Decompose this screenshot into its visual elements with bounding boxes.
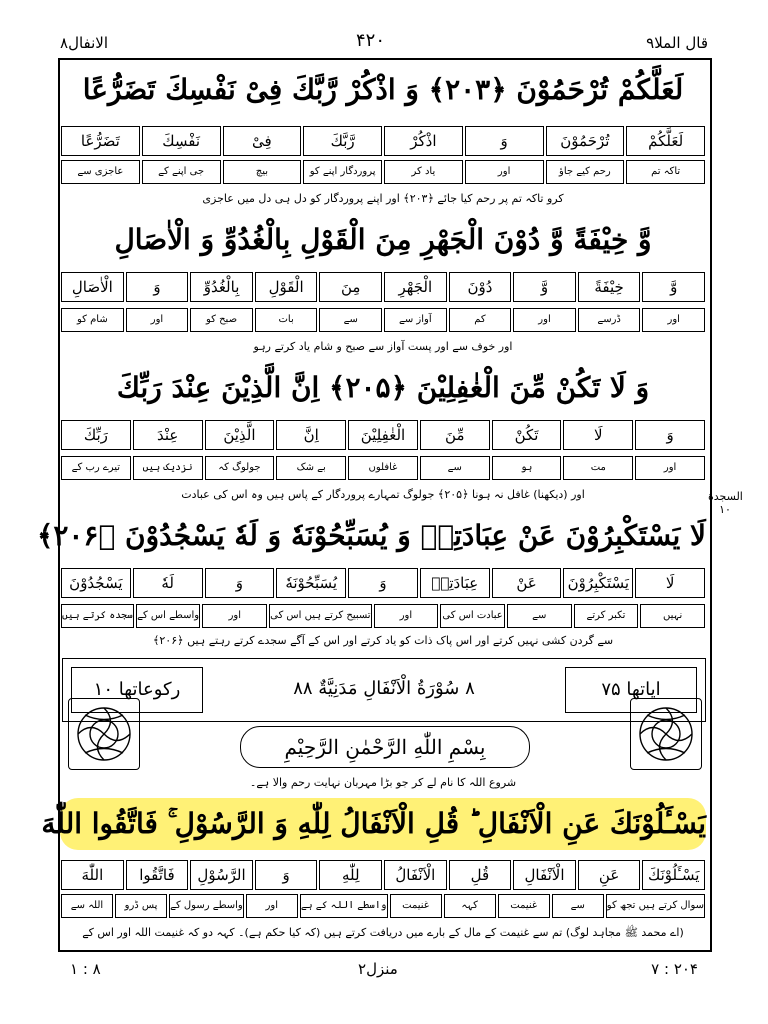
word-cell: الْاَنْفَالُ — [384, 860, 447, 890]
word-cell: تَكُنْ — [492, 420, 562, 450]
meaning-cell: تیرے رب کے — [61, 456, 131, 480]
word-cell: یَسْـَٔلُوْنَكَ — [642, 860, 705, 890]
meaning-cell: کم — [449, 308, 512, 332]
meaning-row-2 — [60, 308, 706, 332]
meaning-cell: تاکہ تم — [626, 160, 705, 184]
word-cell: لَعَلَّكُمْ — [626, 126, 705, 156]
meaning-cell: ہو — [492, 456, 562, 480]
word-cell: اِنَّ — [276, 420, 346, 450]
meaning-cell: سے — [319, 308, 382, 332]
meaning-cell: اور — [246, 894, 298, 918]
page-footer-right: ۷ : ۲۰۴ — [651, 960, 698, 978]
meaning-cell: آواز سے — [384, 308, 447, 332]
word-cell: فِیْ — [223, 126, 302, 156]
page-header-right: قال الملا۹ — [646, 34, 708, 52]
word-cell: الَّذِیْنَ — [205, 420, 275, 450]
word-row-4 — [60, 568, 706, 598]
word-cell: وَ — [255, 860, 318, 890]
meaning-row-3 — [60, 456, 706, 480]
meaning-cell: بات — [255, 308, 318, 332]
word-cell: وَ — [635, 420, 705, 450]
word-cell: الْجَهْرِ — [384, 272, 447, 302]
meaning-cell: بیچ — [223, 160, 302, 184]
word-cell: دُوْنَ — [449, 272, 512, 302]
ornament-left — [68, 698, 140, 770]
word-cell: یَسْجُدُوْنَ — [61, 568, 131, 598]
surah-name: ۸ سُوْرَةُ الْاَنْفَالِ مَدَنِیَّةٌ ۸۸ — [293, 678, 475, 699]
meaning-cell: عاجزی سے — [61, 160, 140, 184]
word-cell: یُسَبِّحُوْنَهٗ — [276, 568, 346, 598]
word-cell: الْقَوْلِ — [255, 272, 318, 302]
word-cell: یَسْتَكْبِرُوْنَ — [563, 568, 633, 598]
word-cell: تُرْحَمُوْنَ — [546, 126, 625, 156]
meaning-cell: تکبر کرتے — [574, 604, 639, 628]
meaning-cell: غافلوں — [348, 456, 418, 480]
meaning-cell: جی اپنے کے — [142, 160, 221, 184]
word-cell: فَاتَّقُوا — [126, 860, 189, 890]
ayah-line-1: لَعَلَّكُمْ تُرْحَمُوْنَ ﴿۲۰۳﴾ وَ اذْكُرْ رَّبَّكَ فِیْ نَفْسِكَ تَضَرُّعًا — [82, 73, 684, 106]
ornament-right — [630, 698, 702, 770]
translation-line-3: اور (دیکھنا) غافل نہ ہونا ﴿۲۰۵﴾ جولوگ تمہارے پروردگار کے پاس ہیں وہ اس کی عبادت — [181, 488, 585, 501]
word-cell: الْغٰفِلِیْنَ — [348, 420, 418, 450]
meaning-cell: پروردگار اپنے کو — [303, 160, 382, 184]
word-cell: وَ — [126, 272, 189, 302]
meaning-cell: واسطے اس کے — [136, 604, 201, 628]
word-cell: عِنْدَ — [133, 420, 203, 450]
word-cell: اللّٰهَ — [61, 860, 124, 890]
word-cell: الْاَنْفَالِ — [513, 860, 576, 890]
ayah-line-4: لَا یَسْتَكْبِرُوْنَ عَنْ عِبَادَتِهٖ وَ یُسَبِّحُوْنَهٗ وَ لَهٗ یَسْجُدُوْنَ ﴿۲۰۶﴾ — [36, 519, 706, 552]
meaning-cell: سے — [420, 456, 490, 480]
meaning-cell: نہیں — [640, 604, 705, 628]
meaning-cell: جولوگ کہ — [205, 456, 275, 480]
bismillah: بِسْمِ اللّٰهِ الرَّحْمٰنِ الرَّحِیْمِ — [240, 726, 530, 768]
meaning-cell: سوال کرتے ہیں تجھ کو — [606, 894, 705, 918]
meaning-cell: واسطے رسول کے — [169, 894, 244, 918]
meaning-cell: تسبیح کرتے ہیں اس کی — [269, 604, 371, 628]
meaning-cell: اللہ سے — [61, 894, 113, 918]
word-row-1 — [60, 126, 706, 156]
meaning-cell: کہہ — [444, 894, 496, 918]
meaning-cell: شام کو — [61, 308, 124, 332]
word-cell: رَبِّكَ — [61, 420, 131, 450]
page-footer-left: ۱ : ۸ — [70, 960, 101, 978]
word-cell: مِّنَ — [420, 420, 490, 450]
meaning-cell: اور — [374, 604, 439, 628]
sajdah-note: السجدة ١٠ — [708, 490, 743, 516]
meaning-cell: پس ڈرو — [115, 894, 167, 918]
word-cell: لَهٗ — [133, 568, 203, 598]
word-cell: لِلّٰهِ — [319, 860, 382, 890]
meaning-cell: غنیمت — [498, 894, 550, 918]
meaning-cell: سجدہ کرتے ہیں — [61, 604, 134, 628]
surah-header — [62, 658, 706, 722]
word-cell: وَّ — [642, 272, 705, 302]
word-cell: وَ — [205, 568, 275, 598]
word-cell: قُلِ — [449, 860, 512, 890]
meaning-cell: اور — [635, 456, 705, 480]
meaning-cell: سے — [507, 604, 572, 628]
ayah-line-highlighted: یَسْـَٔلُوْنَكَ عَنِ الْاَنْفَالِ ؕ قُلِ الْاَنْفَالُ لِلّٰهِ وَ الرَّسُوْلِ ۚ فَاتَّقُوا اللّٰهَ — [60, 798, 706, 850]
meaning-cell: عبادت اس کی — [440, 604, 505, 628]
translation-line-2: اور خوف سے اور پست آواز سے صبح و شام یاد کرتے رہو — [253, 340, 513, 353]
word-cell: تَضَرُّعًا — [61, 126, 140, 156]
ayah-line-2: وَّ خِیْفَةً وَّ دُوْنَ الْجَهْرِ مِنَ الْقَوْلِ بِالْغُدُوِّ وَ الْاٰصَالِ — [114, 223, 652, 256]
word-cell: الرَّسُوْلِ — [190, 860, 253, 890]
word-cell: وَ — [465, 126, 544, 156]
word-cell: الْاٰصَالِ — [61, 272, 124, 302]
translation-line-5: (اے محمد ﷺ مجاہد لوگ) تم سے غنیمت کے مال کے بارے میں دریافت کرتے ہیں (کہ کیا حکم ہے)۔ کہہ دو کہ غنیمت اللہ اور اس کے — [82, 926, 684, 939]
meaning-cell: نزدیک ہیں — [133, 456, 203, 480]
word-cell: اذْكُرْ — [384, 126, 463, 156]
word-cell: لَا — [635, 568, 705, 598]
meaning-cell: صبح کو — [190, 308, 253, 332]
word-cell: بِالْغُدُوِّ — [190, 272, 253, 302]
word-row-2 — [60, 272, 706, 302]
ayah-line-3: وَ لَا تَكُنْ مِّنَ الْغٰفِلِیْنَ ﴿۲۰۵﴾ اِنَّ الَّذِیْنَ عِنْدَ رَبِّكَ — [116, 371, 650, 404]
ruku-count: رکوعاتها ۱۰ — [71, 667, 203, 713]
meaning-cell: اور — [465, 160, 544, 184]
translation-line-4: سے گردن کشی نہیں کرتے اور اس پاک ذات کو یاد کرتے اور اس کے آگے سجدے کرتے رہتے ہیں ﴿۲۰۶﴾ — [152, 634, 614, 647]
word-cell: نَفْسِكَ — [142, 126, 221, 156]
word-cell: لَا — [563, 420, 633, 450]
word-cell: رَّبَّكَ — [303, 126, 382, 156]
translation-line-1: کرو تاکہ تم پر رحم کیا جائے ﴿۲۰۳﴾ اور اپنے پروردگار کو دل ہی دل میں عاجزی — [202, 192, 564, 205]
bismillah-translation: شروع اللہ کا نام لے کر جو بڑا مہربان نہایت رحم والا ہے۔ — [249, 776, 517, 789]
page-number: ۴۲۰ — [356, 30, 386, 51]
meaning-cell: ڈرسے — [578, 308, 641, 332]
meaning-cell: یاد کر — [384, 160, 463, 184]
word-cell: عَنِ — [578, 860, 641, 890]
meaning-cell: غنیمت — [390, 894, 442, 918]
word-cell: عَنْ — [492, 568, 562, 598]
meaning-cell: مت — [563, 456, 633, 480]
meaning-cell: بے شک — [276, 456, 346, 480]
word-cell: وَ — [348, 568, 418, 598]
meaning-cell: سے — [552, 894, 604, 918]
word-cell: وَّ — [513, 272, 576, 302]
meaning-row-1 — [60, 160, 706, 184]
word-row-3 — [60, 420, 706, 450]
word-cell: خِیْفَةً — [578, 272, 641, 302]
word-cell: عِبَادَتِهٖ — [420, 568, 490, 598]
word-row-5 — [60, 860, 706, 890]
ayah-count: ایاتها ۷۵ — [565, 667, 697, 713]
meaning-cell: رحم کیے جاؤ — [546, 160, 625, 184]
meaning-row-4 — [60, 604, 706, 628]
manzil-label: منزل۲ — [358, 960, 398, 978]
meaning-cell: واسطے اللہ کے ہے — [300, 894, 388, 918]
meaning-cell: اور — [642, 308, 705, 332]
word-cell: مِنَ — [319, 272, 382, 302]
meaning-row-5 — [60, 894, 706, 918]
meaning-cell: اور — [126, 308, 189, 332]
meaning-cell: اور — [513, 308, 576, 332]
meaning-cell: اور — [202, 604, 267, 628]
page-header-left: الانفال۸ — [60, 34, 109, 52]
